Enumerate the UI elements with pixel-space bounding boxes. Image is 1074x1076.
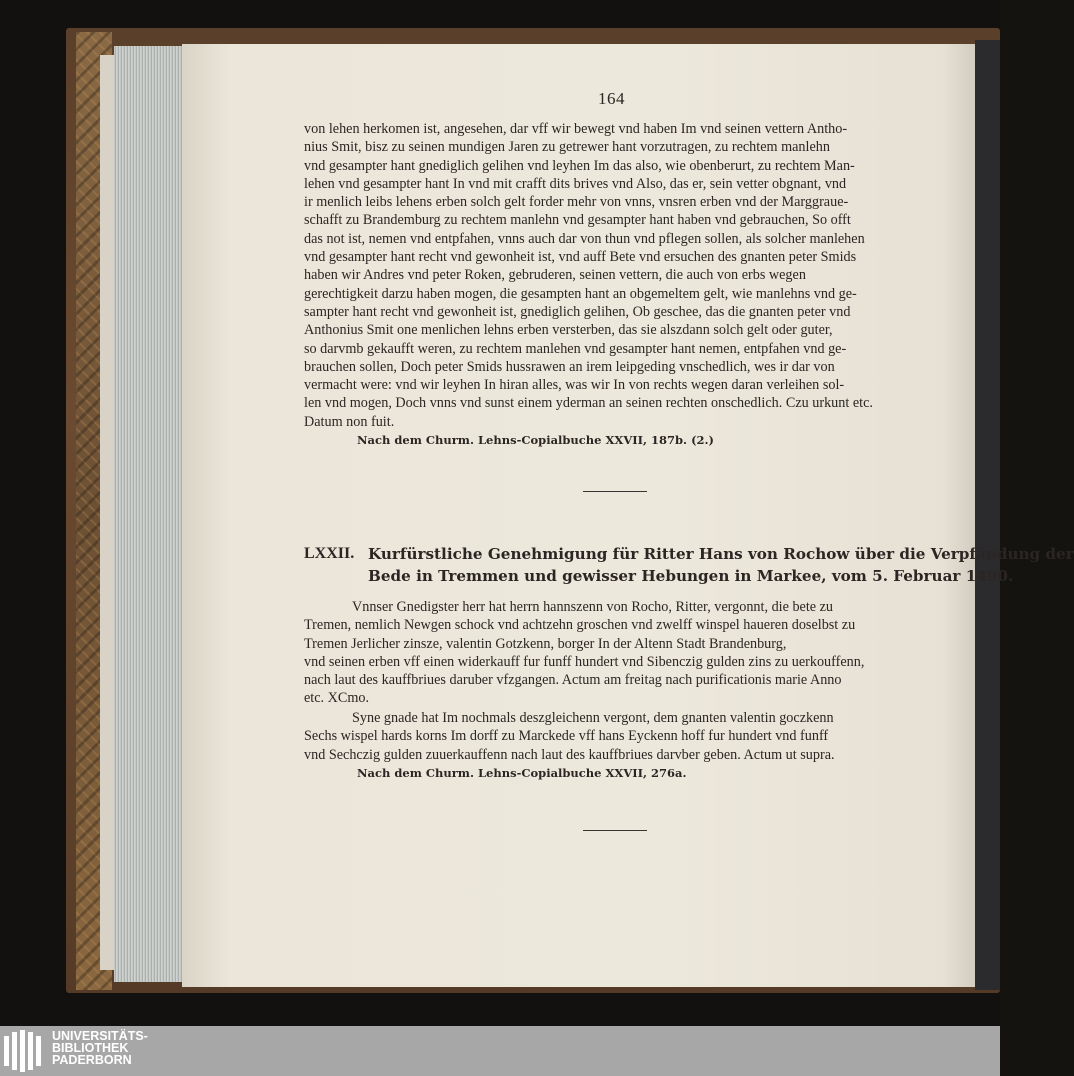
text-line: vnd seinen erben vff einen widerkauff fur funff hundert vnd Sibenczig gulden zins zu uerkouffenn, [304,653,865,670]
text-line: das not ist, nemen vnd entpfahen, vnns auch dar von thun vnd pflegen sollen, als solcher manlehen [304,230,865,247]
text-line: lehen vnd gesampter hant In vnd mit crafft dits brives vnd Also, das er, sein vetter obgnant, vnd [304,175,847,192]
document-text-paragraph-2 [304,709,928,764]
document-title-line-2: Bede in Tremmen und gewisser Hebungen in Markee, vom 5. Februar 1490. [368,567,1014,585]
text-line: Tremen Jerlicher zinsze, valentin Gotzkenn, borger In der Altenn Stadt Brandenburg, [304,635,787,652]
right-binding [975,40,1000,990]
text-line: etc. XCmo. [304,690,370,707]
text-line: vermacht were: vnd wir leyhen In hiran alles, was wir In von rechts wegen daran verleihen sol- [304,377,845,394]
text-line: haben wir Andres vnd peter Roken, gebruderen, seinen vettern, die auch von erbs wegen [304,267,806,284]
text-line: gerechtigkeit darzu haben mogen, die gesampten hant an obgemeltem gelt, wie manlehns vnd ge- [304,285,857,302]
library-name-line-1: UNIVERSITÄTS- [52,1029,148,1043]
library-footer-bar [0,1026,1000,1076]
page-number: 164 [598,89,625,108]
text-line: Anthonius Smit one menlichen lehns erben versterben, das sie alszdann solch gelt oder guter, [304,322,833,339]
text-line: Tremen, nemlich Newgen schock vnd achtzehn groschen vnd zwelff winspel haueren doselbst zu [304,617,856,634]
section-divider [583,491,647,492]
charter-text-continued [304,120,928,431]
text-line: brauchen sollen, Doch peter Smids hussrawen an irem leipgeding vnschedlich, wes ir dar von [304,358,835,375]
section-divider [583,830,647,831]
text-line: Datum non fuit. [304,413,395,430]
library-logo-icon [4,1030,48,1072]
text-line: so darvmb gekaufft weren, zu rechtem manlehen vnd gesampter hant nemen, entpfahen vnd ge- [304,340,847,357]
text-line: schafft zu Brandemburg zu rechtem manlehn vnd gesampter hant haben vnd gebrauchen, So offt [304,212,851,229]
text-line: nach laut des kauffbriues daruber vfzgangen. Actum am freitag nach purificationis marie Anno [304,672,842,689]
text-line: vnd gesampter hant recht vnd gewonheit ist, vnd auff Bete vnd ersuchen des gnanten peter Smids [304,249,857,266]
text-line: len vnd mogen, Doch vnns vnd sunst einem yderman an seinen rechten onschedlich. Czu urkunt etc. [304,395,873,412]
source-citation: Nach dem Churm. Lehns-Copialbuche XXVII, 276a. [357,766,687,780]
page-edges [114,46,184,982]
text-line: Sechs wispel hards korns Im dorff zu Marckede vff hans Eyckenn hoff fur hundert vnd funff [304,728,829,745]
text-line: vnd gesampter hant gnediglich gelihen vnd leyhen Im das also, wie obenberurt, zu rechtem Man- [304,157,855,174]
text-line: sampter hant recht vnd gewonheit ist, gnediglich gelihen, Ob geschee, das die gnanten peter vnd [304,303,851,320]
library-name-line-2: BIBLIOTHEK [52,1041,129,1055]
source-citation: Nach dem Churm. Lehns-Copialbuche XXVII, 187b. (2.) [357,433,714,447]
text-line: ir menlich leibs lehens erben solch gelt forder mehr von vnns, vnsren erben vnd der Marggraue- [304,194,849,211]
library-name-line-3: PADERBORN [52,1053,132,1067]
text-line: Syne gnade hat Im nochmals deszgleichenn vergont, dem gnanten valentin goczkenn [352,710,834,726]
text-line: vnd Sechczig gulden zuuerkauffenn nach laut des kauffbriues darvber geben. Actum ut supra. [304,746,835,763]
document-number: LXXII. [304,545,355,562]
document-text-paragraph-1 [304,598,928,708]
text-line: Vnnser Gnedigster herr hat herrn hannszenn von Rocho, Ritter, vergonnt, die bete zu [352,599,834,615]
text-line: von lehen herkomen ist, angesehen, dar vff wir bewegt vnd haben Im vnd seinen vettern Antho- [304,121,848,137]
text-line: nius Smit, bisz zu seinen mundigen Jaren zu getrewer hant vorzutragen, zu rechtem manlehn [304,139,830,156]
document-title-line-1: Kurfürstliche Genehmigung für Ritter Hans von Rochow über die Verpfändung der [368,545,1074,563]
